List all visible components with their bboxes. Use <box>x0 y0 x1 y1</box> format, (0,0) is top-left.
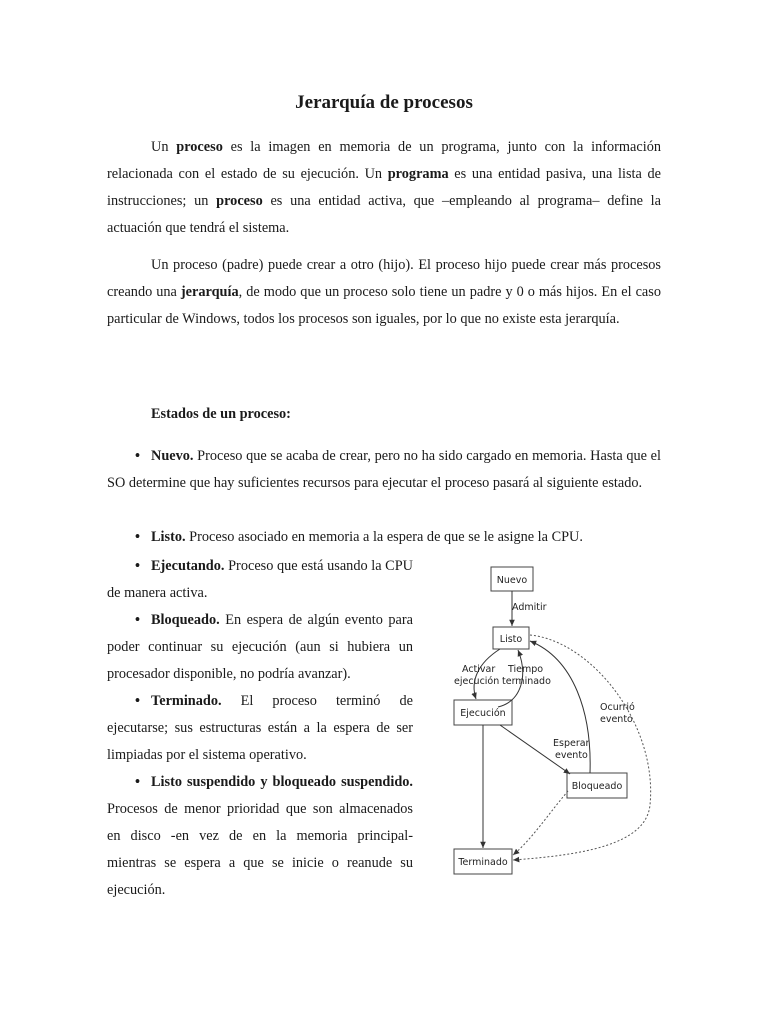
bullet-icon: • <box>135 774 141 790</box>
state-item-listo <box>107 524 661 551</box>
state-description: En espera de algún evento para poder continuar su ejecución (aun si hubiera un procesador disponible, no podría avanzar). <box>107 612 413 682</box>
edge-label-esperar-1: Esperar <box>553 738 590 749</box>
edge-label-tiempo-1: Tiempo <box>508 664 544 675</box>
bold-term: programa <box>387 166 449 182</box>
edge-label-esperar-2: evento <box>555 750 588 761</box>
state-description: Procesos de menor prioridad que son almacenados en disco -en vez de en la memoria principal- mientras se espera a que se inicie o reanude su ejecución. <box>107 801 413 898</box>
edge-label-ocurrio-1: Ocurrió <box>600 702 635 713</box>
text-run: es la imagen en memoria de un programa, junto con la información relacionada con el estado de su ejecución. Un <box>107 139 661 182</box>
node-listo-label: Listo <box>499 634 523 645</box>
state-description: Proceso que está usando la CPU de manera activa. <box>107 558 413 601</box>
node-ejecucion-label: Ejecución <box>460 708 506 719</box>
text-run: , de modo que un proceso solo tiene un padre y 0 o más hijos. En el caso particular de Windows, todos los procesos son iguales, por lo que no existe esta jerarquía. <box>107 284 661 327</box>
state-term: Nuevo. <box>151 448 194 464</box>
state-description: Proceso asociado en memoria a la espera de que se le asigne la CPU. <box>185 529 583 545</box>
bullet-icon: • <box>135 693 141 709</box>
page-title: Jerarquía de procesos <box>295 92 473 113</box>
bullet-icon: • <box>135 558 141 574</box>
text-run: Un <box>151 139 177 155</box>
state-item-suspendidos <box>107 769 413 904</box>
node-nuevo-label: Nuevo <box>496 575 528 586</box>
state-term: Listo suspendido y bloqueado suspendido. <box>151 774 413 790</box>
bold-term: jerarquía <box>180 284 239 300</box>
text-run: Un proceso (padre) puede crear a otro (hijo). El proceso hijo puede crear más procesos creando una <box>107 257 661 300</box>
bullet-icon: • <box>135 448 141 464</box>
bullet-icon: • <box>135 612 141 628</box>
state-term: Listo. <box>151 529 186 545</box>
state-item-bloqueado <box>107 607 413 688</box>
edge-label-ocurrio-2: evento <box>600 714 633 725</box>
state-term: Bloqueado. <box>151 612 220 628</box>
edge-label-admitir: Admitir <box>512 602 547 613</box>
edge-label-activar-2: ejecución <box>454 676 500 687</box>
node-bloqueado-label: Bloqueado <box>571 781 623 792</box>
paragraph-proceso-definition <box>107 134 661 242</box>
state-term: Terminado. <box>151 693 222 709</box>
edge-bloqueado-terminado-dotted <box>513 791 568 855</box>
node-terminado-label: Terminado <box>458 857 508 868</box>
edge-label-activar-1: Activar <box>462 664 496 675</box>
bold-term: proceso <box>176 139 223 155</box>
bold-term: proceso <box>216 193 263 209</box>
section-heading-estados: Estados de un proceso: <box>151 406 291 422</box>
bullet-icon: • <box>135 529 141 545</box>
process-state-diagram <box>442 555 682 885</box>
paragraph-jerarquia <box>107 252 661 333</box>
text-run: es una entidad pasiva, una lista de instrucciones; un <box>107 166 661 209</box>
text-run: es una entidad activa, que –empleando al programa– define la actuación que tendrá el sistema. <box>107 193 661 236</box>
edge-label-tiempo-2: terminado <box>502 676 551 687</box>
state-description: Proceso que se acaba de crear, pero no ha sido cargado en memoria. Hasta que el SO determine que hay suficientes recursos para ejecutar el proceso pasará al siguiente estado. <box>107 448 661 491</box>
state-item-terminado <box>107 688 413 769</box>
state-item-nuevo <box>107 443 661 497</box>
state-term: Ejecutando. <box>151 558 225 574</box>
state-item-ejecutando <box>107 553 413 607</box>
state-description: El proceso terminó de ejecutarse; sus estructuras están a la espera de ser limpiadas por el sistema operativo. <box>107 693 413 763</box>
